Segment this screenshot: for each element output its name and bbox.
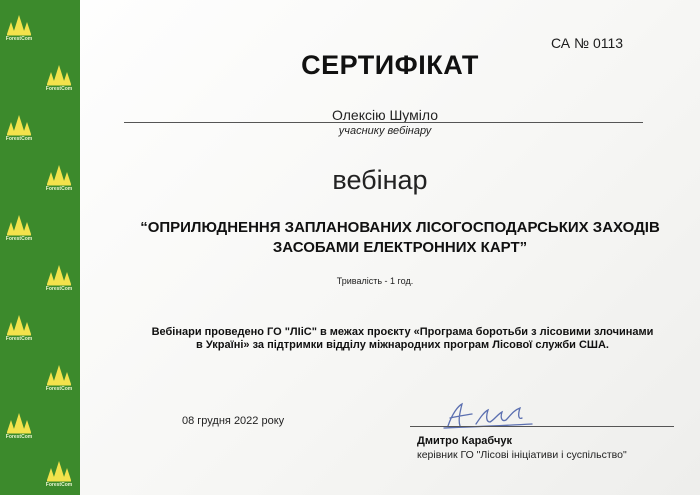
signer-name: Дмитро Карабчук	[417, 435, 512, 447]
tree-icon	[6, 212, 32, 236]
tree-icon	[6, 12, 32, 36]
issue-date: 08 грудня 2022 року	[182, 415, 285, 427]
logo-text: ForestCom	[5, 434, 33, 440]
description-line-2: в Україні» за підтримки відділу міжнародних програм Лісової служби США.	[196, 339, 609, 351]
handwritten-signature	[436, 400, 536, 432]
logo-text: ForestCom	[45, 86, 73, 92]
recipient-name: Олексію Шуміло	[332, 107, 438, 123]
forestcom-logo	[44, 162, 74, 196]
certificate-title: СЕРТИФІКАТ	[301, 50, 479, 80]
webinar-topic-line-1: “ОПРИЛЮДНЕННЯ ЗАПЛАНОВАНИХ ЛІСОГОСПОДАРСЬКИХ ЗАХОДІВ	[140, 219, 660, 236]
certificate-serial-number: СА № 0113	[551, 35, 624, 51]
tree-icon	[6, 112, 32, 136]
forestcom-logo	[4, 410, 34, 444]
forestcom-logo	[44, 262, 74, 296]
logo-text: ForestCom	[45, 186, 73, 192]
webinar-description	[115, 326, 690, 352]
logo-text: ForestCom	[5, 36, 33, 42]
forestcom-logo	[4, 112, 34, 146]
logo-text: ForestCom	[45, 386, 73, 392]
tree-icon	[46, 162, 72, 186]
forestcom-logo	[4, 12, 34, 46]
event-type: вебінар	[332, 165, 428, 195]
forestcom-logo	[44, 458, 74, 492]
logo-text: ForestCom	[45, 286, 73, 292]
tree-icon	[46, 458, 72, 482]
tree-icon	[6, 312, 32, 336]
logo-text: ForestCom	[45, 482, 73, 488]
forestcom-logo	[44, 62, 74, 96]
logo-text: ForestCom	[5, 136, 33, 142]
description-line-1: Вебінари проведено ГО "ЛІіС" в межах проєкту «Програма боротьби з лісовими злочинами	[151, 326, 654, 338]
left-brand-strip	[0, 0, 80, 495]
recipient-underline	[124, 122, 643, 123]
webinar-topic	[120, 218, 680, 258]
logo-text: ForestCom	[5, 336, 33, 342]
forestcom-logo	[4, 212, 34, 246]
forestcom-logo	[4, 312, 34, 346]
duration-text: Тривалість - 1 год.	[336, 276, 414, 286]
tree-icon	[46, 62, 72, 86]
webinar-topic-line-2: ЗАСОБАМИ ЕЛЕКТРОННИХ КАРТ”	[272, 239, 528, 256]
signer-role: керівник ГО "Лісові ініціативи і суспільство"	[417, 449, 627, 461]
tree-icon	[46, 262, 72, 286]
recipient-role: учаснику вебінару	[338, 125, 432, 137]
tree-icon	[46, 362, 72, 386]
forestcom-logo	[44, 362, 74, 396]
tree-icon	[6, 410, 32, 434]
logo-text: ForestCom	[5, 236, 33, 242]
signature-line	[410, 426, 674, 427]
